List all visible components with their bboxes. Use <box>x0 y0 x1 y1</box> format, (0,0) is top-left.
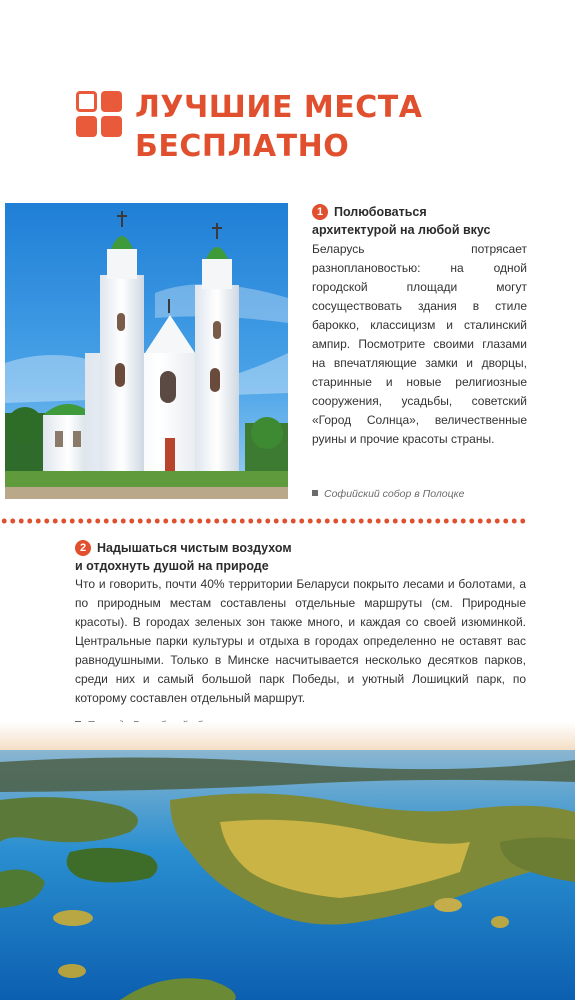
grid-squares-icon <box>76 91 122 137</box>
section-title <box>334 203 427 221</box>
cathedral-photo <box>5 203 288 499</box>
page-title-line2: БЕСПЛАТНО <box>135 129 350 164</box>
section-body: Что и говорить, почти 40% территории Беларуси покрыто лесами и болотами, а по природным местам составлены отдельные маршруты (см. Природные красоты). В городах зеленых зон также много, и каждая со своей изюминкой. Центральные парки культуры и отдыха в городах определенно не оставят вас равнодушными. Только в Минске насчитывается несколько десятков парков, среди них и самый большой парк Победы, и уютный Лошицкий парк, по которому составлен отдельный маршрут. <box>75 577 526 705</box>
section-nature <box>75 539 526 708</box>
page-title <box>135 88 555 166</box>
section-architecture <box>312 203 527 449</box>
section-body: Беларусь потрясает разноплановостью: на одной городской площади могут сосуществовать здания в стиле барокко, классицизм и сталинский ампир. Посмотрите своими глазами на впечатляющие замки и дворцы, старинные и новые религиозные сооружения, усадьбы, советский «Город Солнца», величественные руины и прочие красоты страны. <box>312 242 527 446</box>
dotted-divider <box>0 517 526 525</box>
photo-caption <box>312 488 464 500</box>
section-title-line2: и отдохнуть душой на природе <box>75 559 269 573</box>
photo-caption-text: Софийский собор в Полоцке <box>324 488 465 500</box>
section-number-badge: 1 <box>312 204 328 220</box>
page-title-line1: ЛУЧШИЕ МЕСТА <box>135 90 423 125</box>
page-header <box>76 88 556 178</box>
section-number-badge: 2 <box>75 540 91 556</box>
section-title-line1: Надышаться чистым воздухом <box>97 541 292 555</box>
section-header <box>75 539 526 557</box>
lakes-aerial-photo <box>0 722 575 1000</box>
section-title-line2: архитектурой на любой вкус <box>312 223 491 237</box>
square-bullet-icon <box>312 490 318 496</box>
section-title-line1: Полюбоваться <box>334 205 427 219</box>
section-header <box>312 203 527 221</box>
